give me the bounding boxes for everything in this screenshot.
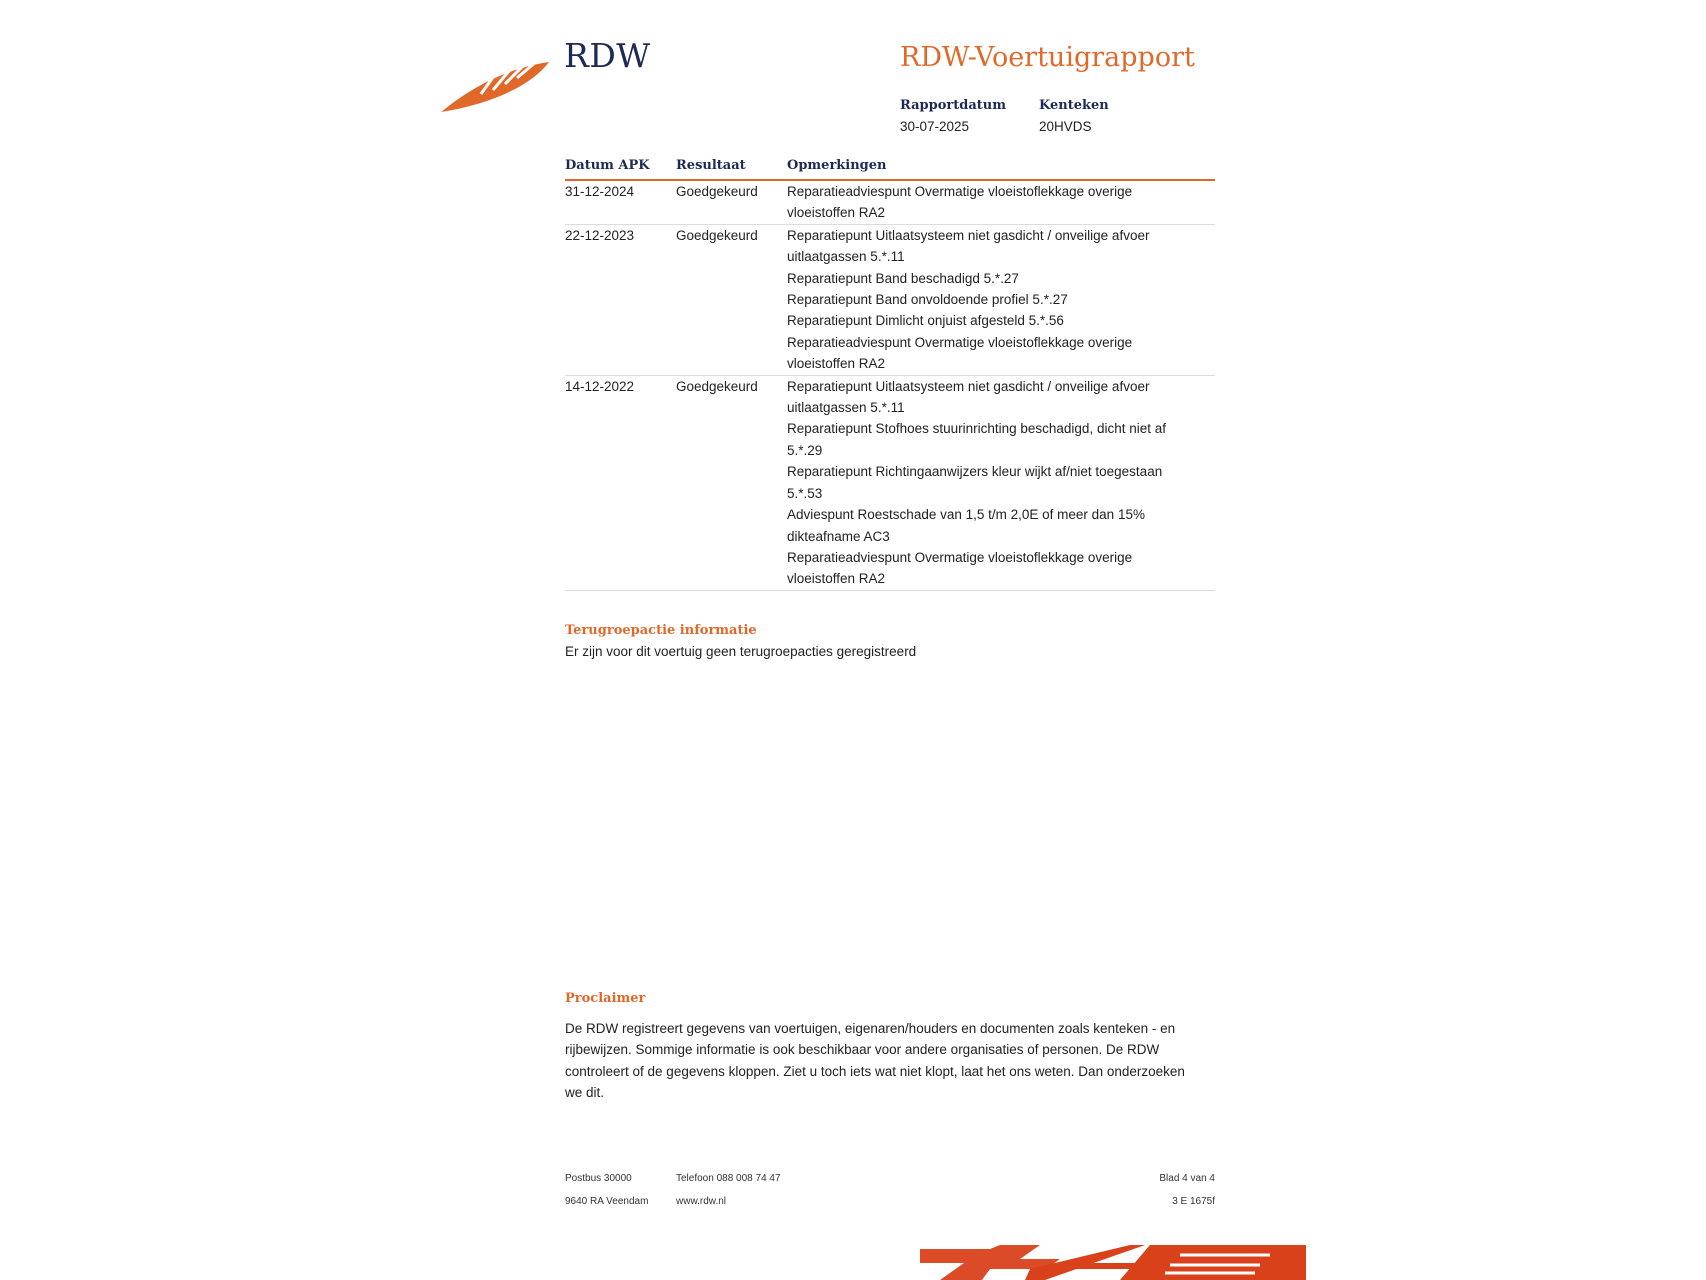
apk-remarks: [787, 376, 1215, 590]
footer-page-number: Blad 4 van 4: [1159, 1173, 1215, 1184]
remark-item: Reparatiepunt Band onvoldoende profiel 5.*.27: [787, 292, 1068, 308]
remark-item: Reparatiepunt Band beschadigd 5.*.27: [787, 270, 1019, 286]
table-row: [565, 181, 1215, 225]
kenteken-value: 20HVDS: [1039, 119, 1092, 134]
footer-website[interactable]: www.rdw.nl: [676, 1196, 727, 1207]
table-row: [565, 376, 1215, 591]
table-row: [565, 225, 1215, 376]
apk-remarks: [787, 225, 1215, 375]
proclaimer-text: De RDW registreert gegevens van voertuigen, eigenaren/houders en documenten zoals kenteken - en rijbewijzen. Sommige informatie is ook beschikbaar voor andere organisaties of personen. De RDW controleert of de gegevens kloppen. Ziet u toch iets wat niet klopt, laat het ons weten. Dan onderzoeken we dit.: [565, 1021, 1185, 1101]
footer-postbus: Postbus 30000: [565, 1173, 632, 1184]
apk-table: [565, 158, 1215, 591]
apk-table-header: [565, 158, 1215, 181]
remark-item: Adviespunt Roestschade van 1,5 t/m 2,0E of meer dan 15% dikteafname AC3: [787, 507, 1145, 544]
report-title: RDW-Voertuigrapport: [900, 42, 1195, 73]
kenteken-label: Kenteken: [1039, 98, 1109, 113]
rapportdatum-value: 30-07-2025: [900, 119, 970, 134]
rapportdatum-label: Rapportdatum: [900, 98, 1006, 113]
apk-remarks: [787, 181, 1215, 224]
remark-item: Reparatieadviespunt Overmatige vloeistoflekkage overige vloeistoffen RA2: [787, 184, 1133, 221]
apk-date: 22-12-2023: [565, 227, 635, 243]
remark-item: Reparatiepunt Uitlaatsysteem niet gasdicht / onveilige afvoer uitlaatgassen 5.*.11: [787, 378, 1150, 416]
footer-code: 3 E 1675f: [1172, 1196, 1215, 1207]
meta-kenteken: [1039, 98, 1109, 134]
apk-result: Goedgekeurd: [676, 378, 758, 394]
remark-item: Reparatiepunt Stofhoes stuurinrichting beschadigd, dicht niet af 5.*.29: [787, 421, 1166, 458]
apk-result: Goedgekeurd: [676, 227, 758, 243]
recall-text: Er zijn voor dit voertuig geen terugroepacties geregistreerd: [565, 644, 917, 659]
meta-rapportdatum: [900, 98, 1006, 134]
remark-item: Reparatieadviespunt Overmatige vloeistoflekkage overige vloeistoffen RA2: [787, 334, 1133, 372]
footer-phone: Telefoon 088 008 74 47: [676, 1173, 781, 1184]
brand-name: RDW: [564, 36, 651, 75]
recall-title: Terugroepactie informatie: [565, 623, 757, 638]
remark-item: Reparatiepunt Dimlicht onjuist afgesteld 5.*.56: [787, 313, 1064, 329]
proclaimer-title: Proclaimer: [565, 991, 646, 1006]
rdw-feather-icon: [441, 56, 551, 116]
apk-date: 14-12-2022: [565, 378, 635, 394]
footer-city: 9640 RA Veendam: [565, 1196, 649, 1207]
rdw-stripes-icon: [920, 1245, 1306, 1280]
remark-item: Reparatieadviespunt Overmatige vloeistoflekkage overige vloeistoffen RA2: [787, 549, 1133, 587]
remark-item: Reparatiepunt Richtingaanwijzers kleur wijkt af/niet toegestaan 5.*.53: [787, 464, 1163, 501]
header-datum-apk: Datum APK: [565, 158, 650, 173]
remark-item: Reparatiepunt Uitlaatsysteem niet gasdicht / onveilige afvoer uitlaatgassen 5.*.11: [787, 227, 1150, 265]
header-opmerkingen: Opmerkingen: [787, 158, 887, 173]
header-resultaat: Resultaat: [676, 158, 746, 173]
apk-result: Goedgekeurd: [676, 184, 758, 199]
apk-date: 31-12-2024: [565, 184, 635, 199]
